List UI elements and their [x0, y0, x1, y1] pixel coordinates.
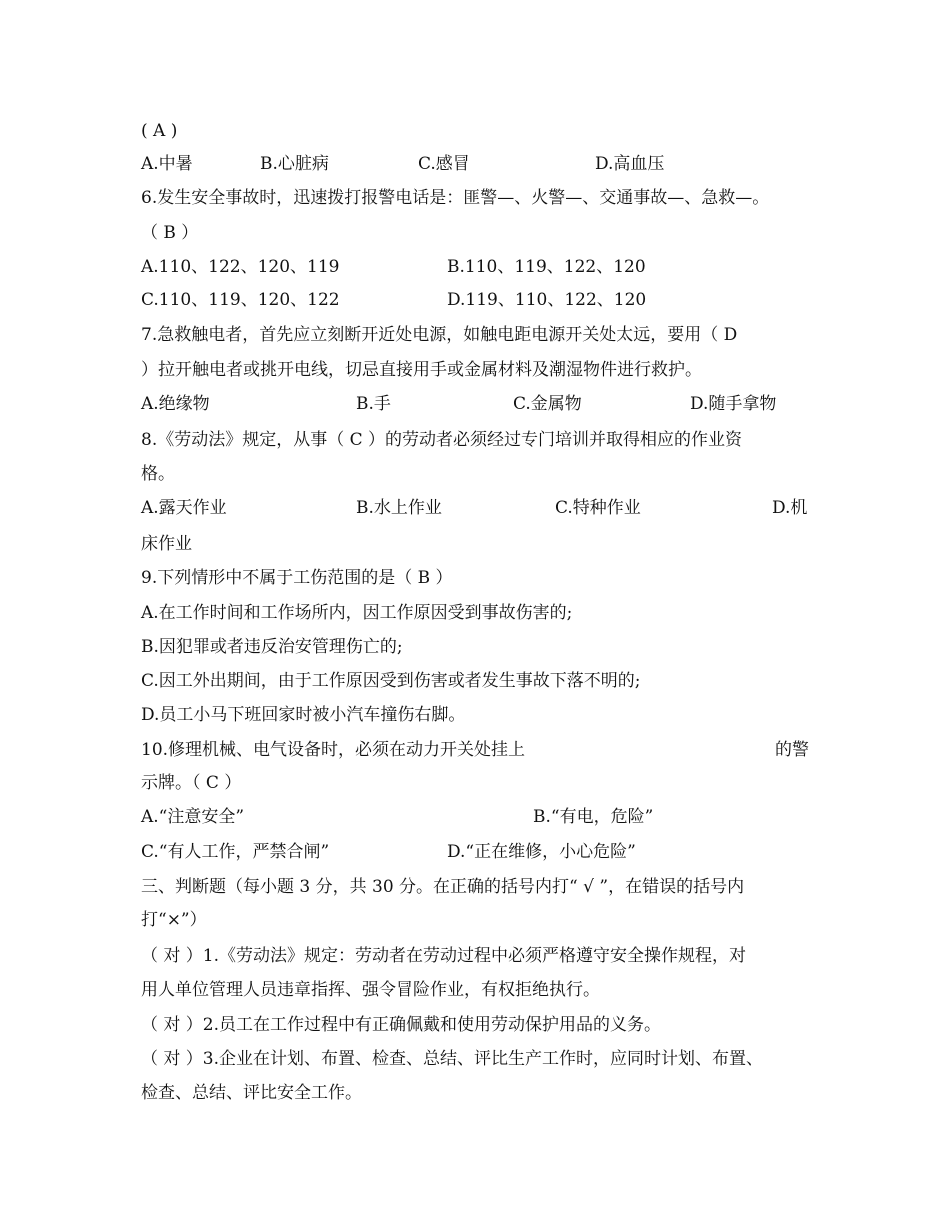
- q6-stem: 6.发生安全事故时，迅速拨打报警电话是：匪警—、火警—、交通事故—、急救—。: [141, 188, 770, 208]
- q10-stem-line2: 示牌。（ C ）: [141, 773, 242, 793]
- q10-stem-line1: 10.修理机械、电气设备时，必须在动力开关处挂上: [141, 740, 526, 760]
- q10-option-d: D.“正在维修，小心危险”: [447, 842, 636, 862]
- q5-option-d: D.高血压: [595, 154, 665, 174]
- q6-answer: （ B ）: [141, 223, 199, 243]
- q8-option-c: C.特种作业: [555, 498, 641, 518]
- q7-option-c: C.金属物: [513, 394, 582, 414]
- q9-option-c: C.因工外出期间，由于工作原因受到伤害或者发生事故下落不明的;: [141, 671, 641, 691]
- q10-option-b: B.“有电，危险”: [533, 807, 654, 827]
- q6-option-b: B.110、119、122、120: [447, 257, 646, 277]
- section3-heading-line1: 三、判断题（每小题 3 分，共 30 分。在正确的括号内打“ √ ”，在错误的括号内: [141, 877, 745, 897]
- q8-stem-line2: 格。: [141, 464, 175, 484]
- q8-option-a: A.露天作业: [141, 498, 227, 518]
- q9-option-d: D.员工小马下班回家时被小汽车撞伤右脚。: [141, 705, 466, 725]
- q10-stem-line1-end: 的警: [775, 740, 809, 760]
- judge-item-2: （ 对 ）2.员工在工作过程中有正确佩戴和使用劳动保护用品的义务。: [141, 1015, 662, 1035]
- q7-option-a: A.绝缘物: [141, 394, 210, 414]
- q5-option-a: A.中暑: [141, 154, 193, 174]
- q10-option-c: C.“有人工作，严禁合闸”: [141, 842, 330, 862]
- q5-option-c: C.感冒: [418, 154, 470, 174]
- q9-option-a: A.在工作时间和工作场所内，因工作原因受到事故伤害的;: [141, 603, 573, 623]
- q8-stem-line1: 8.《劳动法》规定，从事（ C ）的劳动者必须经过专门培训并取得相应的作业资: [141, 430, 743, 450]
- judge-item-1-line1: （ 对 ）1.《劳动法》规定：劳动者在劳动过程中必须严格遵守安全操作规程，对: [141, 946, 747, 966]
- judge-item-3-line2: 检查、总结、评比安全工作。: [141, 1083, 362, 1103]
- q5-option-b: B.心脏病: [260, 154, 329, 174]
- q10-option-a: A.“注意安全”: [141, 807, 245, 827]
- q9-option-b: B.因犯罪或者违反治安管理伤亡的;: [141, 637, 403, 657]
- q6-option-c: C.110、119、120、122: [141, 290, 340, 310]
- q8-option-d-continued: 床作业: [141, 534, 192, 554]
- q5-answer: ( A ): [141, 121, 178, 141]
- q8-option-d: D.机: [772, 498, 808, 518]
- q7-option-b: B.手: [356, 394, 391, 414]
- q6-option-a: A.110、122、120、119: [141, 257, 340, 277]
- judge-item-3-line1: （ 对 ）3.企业在计划、布置、检查、总结、评比生产工作时，应同时计划、布置、: [141, 1049, 764, 1069]
- q7-stem-line1: 7.急救触电者，首先应立刻断开近处电源，如触电距电源开关处太远，要用（ D: [141, 325, 738, 345]
- q6-option-d: D.119、110、122、120: [447, 290, 647, 310]
- judge-item-1-line2: 用人单位管理人员违章指挥、强令冒险作业，有权拒绝执行。: [141, 980, 600, 1000]
- q7-option-d: D.随手拿物: [690, 394, 777, 414]
- q7-stem-line2: ）拉开触电者或挑开电线，切忌直接用手或金属材料及潮湿物件进行救护。: [141, 360, 702, 380]
- section3-heading-line2: 打“×”）: [141, 910, 207, 930]
- q9-stem: 9.下列情形中不属于工伤范围的是（ B ）: [141, 568, 453, 588]
- q8-option-b: B.水上作业: [356, 498, 442, 518]
